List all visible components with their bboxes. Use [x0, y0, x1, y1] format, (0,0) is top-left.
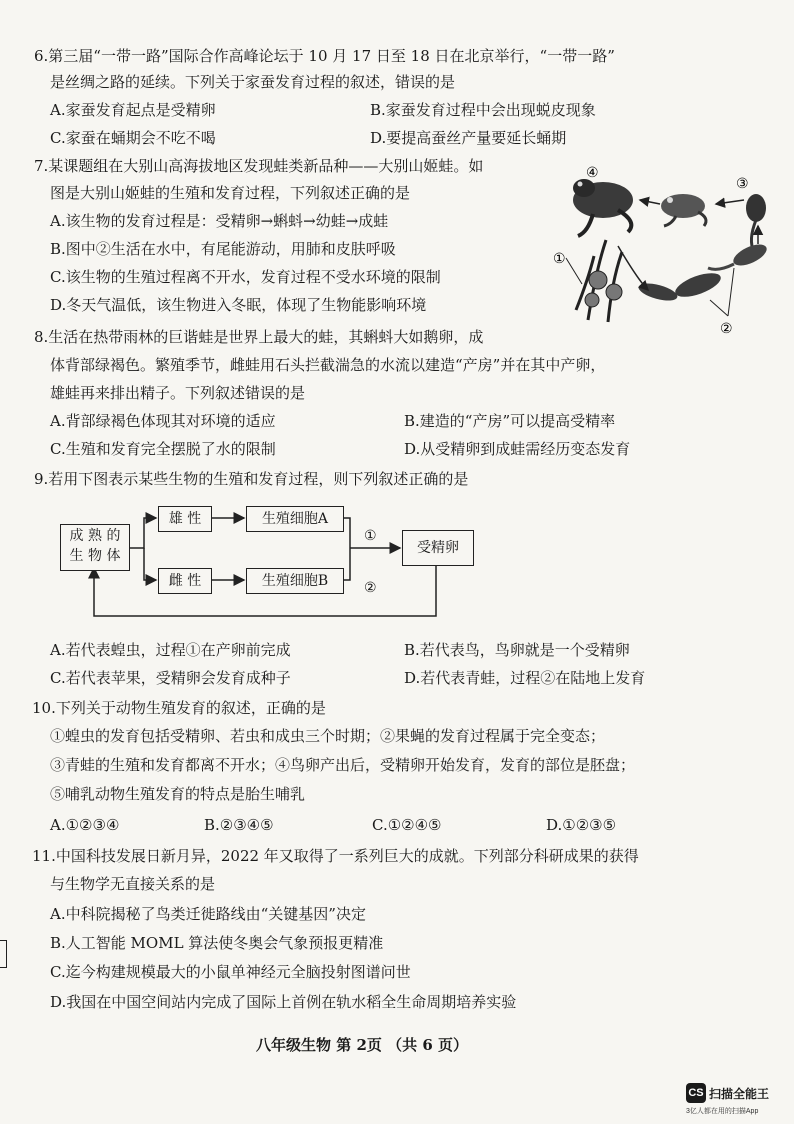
q7-option-b: B.图中②生活在水中，有尾能游动，用肺和皮肤呼吸	[50, 240, 396, 258]
q6-option-b: B.家蚕发育过程中会出现蜕皮现象	[370, 101, 596, 119]
q10-stem-line1: 10.下列关于动物生殖发育的叙述，正确的是	[32, 699, 326, 717]
q7-stem-line1: 7.某课题组在大别山高海拔地区发现蛙类新品种——大别山姬蛙。如	[34, 157, 484, 175]
q8-stem-line3: 雄蛙再来排出精子。下列叙述错误的是	[50, 384, 306, 402]
zygote-box: 受精卵	[402, 530, 474, 566]
reproduction-flowchart	[58, 498, 498, 628]
male-box: 雄 性	[158, 506, 212, 532]
q7-option-c: C.该生物的生殖过程离不开水，发育过程不受水环境的限制	[50, 268, 441, 286]
q8-option-c: C.生殖和发育完全摆脱了水的限制	[50, 440, 276, 458]
q7-stem-line2: 图是大别山姬蛙的生殖和发育过程，下列叙述正确的是	[50, 184, 411, 202]
q10-option-b: B.②③④⑤	[204, 816, 274, 834]
q6-option-a: A.家蚕发育起点是受精卵	[50, 101, 216, 119]
q8-option-b: B.建造的“产房”可以提高受精率	[404, 412, 616, 430]
q10-option-a: A.①②③④	[50, 816, 120, 834]
egg-mass-3	[585, 293, 599, 307]
binding-edge-mark	[0, 940, 7, 968]
q10-statement-1: ①蝗虫的发育包括受精卵、若虫和成虫三个时期；②果蝇的发育过程属于完全变态；	[50, 727, 606, 745]
q11-option-b: B.人工智能 MOML 算法使冬奥会气象预报更精准	[50, 934, 384, 952]
scanner-watermark	[686, 1083, 769, 1103]
adult-frog-head	[573, 179, 595, 197]
adult-frog-eye	[578, 182, 583, 187]
q11-stem-line1: 11.中国科技发展日新月异，2022 年又取得了一系列巨大的成就。下列部分科研成果的获得	[32, 847, 639, 865]
q10-statement-2: ③青蛙的生殖和发育都离不开水；④鸟卵产出后，受精卵开始发育，发育的部位是胚盘；	[50, 756, 636, 774]
q10-option-c: C.①②④⑤	[372, 816, 442, 834]
tadpole-large	[730, 240, 769, 270]
q9-option-c: C.若代表苹果，受精卵会发育成种子	[50, 669, 291, 687]
q7-option-a: A.该生物的发育过程是：受精卵→蝌蚪→幼蛙→成蛙	[50, 212, 389, 230]
q9-option-b: B.若代表鸟，鸟卵就是一个受精卵	[404, 641, 630, 659]
q8-stem-line2: 体背部绿褐色。繁殖季节，雌蛙用石头拦截湍急的水流以建造“产房”并在其中产卵，	[50, 356, 606, 374]
arrow-legs-to-young	[716, 200, 744, 204]
q9-stem-line1: 9.若用下图表示某些生物的生殖和发育过程，则下列叙述正确的是	[34, 470, 469, 488]
q8-option-d: D.从受精卵到成蛙需经历变态发育	[404, 440, 631, 458]
germ-cell-b-box: 生殖细胞B	[246, 568, 344, 594]
fig-label-2: ②	[720, 321, 733, 337]
q11-option-a: A.中科院揭秘了鸟类迁徙路线由“关键基因”决定	[50, 905, 366, 923]
q8-option-a: A.背部绿褐色体现其对环境的适应	[50, 412, 276, 430]
page-footer: 八年级生物 第 2页 （共 6 页）	[256, 1036, 468, 1054]
q6-stem-line1: 6.第三届“一带一路”国际合作高峰论坛于 10 月 17 日至 18 日在北京举行，“一带一路”	[34, 47, 615, 65]
arrow-egg-to-tadpole	[618, 246, 648, 290]
arrow-young-to-adult	[640, 200, 660, 204]
tadpole-with-legs	[746, 194, 766, 222]
q10-option-d: D.①②③⑤	[546, 816, 617, 834]
young-frog-body	[661, 194, 705, 218]
q9-option-a: A.若代表蝗虫，过程①在产卵前完成	[50, 641, 291, 659]
fig-label-1: ①	[553, 251, 566, 267]
scanner-tagline: 3亿人都在用的扫描App	[686, 1108, 759, 1115]
q11-option-c: C.迄今构建规模最大的小鼠单神经元全脑投射图谱问世	[50, 963, 411, 981]
q7-option-d: D.冬天气温低，该生物进入冬眠，体现了生物能影响环境	[50, 296, 427, 314]
process-1-label: ①	[364, 528, 377, 544]
scanner-app-name: 扫描全能王	[709, 1086, 770, 1101]
germ-cell-a-box: 生殖细胞A	[246, 506, 344, 532]
fig-label-3: ③	[736, 176, 749, 192]
process-2-label: ②	[364, 580, 377, 596]
q8-stem-line1: 8.生活在热带雨林的巨谐蛙是世界上最大的蛙，其蝌蚪大如鹅卵，成	[34, 328, 484, 346]
frog-life-cycle-svg	[548, 160, 780, 342]
cs-logo-icon: CS	[686, 1083, 706, 1103]
q10-statement-3: ⑤哺乳动物生殖发育的特点是胎生哺乳	[50, 785, 306, 803]
q6-stem-line2: 是丝绸之路的延续。下列关于家蚕发育过程的叙述，错误的是	[50, 73, 456, 91]
tadpole-medium	[672, 268, 723, 301]
q11-option-d: D.我国在中国空间站内完成了国际上首例在轨水稻全生命周期培养实验	[50, 993, 517, 1011]
young-frog-eye	[667, 197, 673, 203]
mature-organism-box: 成 熟 的 生 物 体	[60, 524, 130, 571]
female-box: 雌 性	[158, 568, 212, 594]
q11-stem-line2: 与生物学无直接关系的是	[50, 875, 216, 893]
q9-option-d: D.若代表青蛙，过程②在陆地上发育	[404, 669, 646, 687]
fig-label-4: ④	[586, 165, 599, 181]
frog-life-cycle-figure	[548, 160, 780, 342]
egg-mass-1	[589, 271, 607, 289]
egg-mass-2	[606, 284, 622, 300]
q6-option-c: C.家蚕在蛹期会不吃不喝	[50, 129, 216, 147]
q6-option-d: D.要提高蚕丝产量要延长蛹期	[370, 129, 567, 147]
